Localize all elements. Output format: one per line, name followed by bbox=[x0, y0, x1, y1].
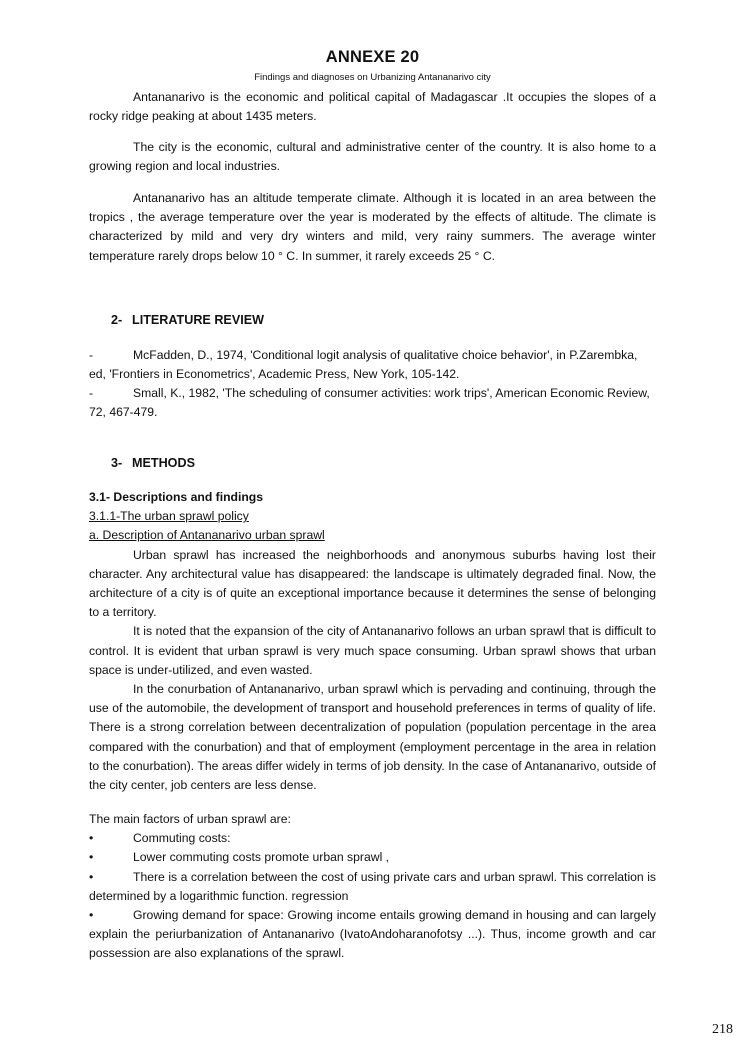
list-item bbox=[89, 848, 656, 867]
intro-paragraph-1: Antananarivo is the economic and political capital of Madagascar .It occupies the slopes of a rocky ridge peaking at about 1435 meters. bbox=[89, 90, 656, 124]
methods-section bbox=[89, 488, 656, 795]
reference-text: McFadden, D., 1974, 'Conditional logit analysis of qualitative choice behavior', in P.Zarembka, ed, 'Frontiers in Econometrics', Academic Press, New York, 105-142. bbox=[89, 348, 638, 382]
annex-subtitle: Findings and diagnoses on Urbanizing Antananarivo city bbox=[254, 72, 491, 83]
methods-heading bbox=[111, 456, 195, 470]
intro-paragraph-3: Antananarivo has an altitude temperate climate. Although it is located in an area between the tropics , the average temperature over the year is moderated by the effects of altitude. The climate is characterized by mild and very dry winters and mild, very rainy summers. The average winter temperature rarely drops below 10 ° C. In summer, it rarely exceeds 25 ° C. bbox=[89, 191, 656, 263]
list-item-text: Lower commuting costs promote urban sprawl , bbox=[133, 850, 390, 865]
intro-section bbox=[89, 88, 656, 126]
annex-title: ANNEXE 20 bbox=[325, 48, 420, 66]
reference-dash: - bbox=[89, 348, 94, 362]
intro-paragraph-2: The city is the economic, cultural and administrative center of the country. It is also home to a growing region and local industries. bbox=[89, 140, 656, 174]
bullet: • bbox=[89, 850, 94, 865]
methods-paragraph-3: In the conurbation of Antananarivo, urban sprawl which is pervading and continuing, through the use of the automobile, the development of transport and household preferences in terms of quality of life. There is a strong correlation between decentralization of population (population percentage in the area compared with the conurbation) and that of employment (employment percentage in the area in relation to the conurbation). The areas differ widely in terms of job density. In the case of Antananarivo, outside of the city center, job centers are less dense. bbox=[89, 682, 656, 793]
factors-intro: The main factors of urban sprawl are: bbox=[89, 812, 291, 826]
subsection-heading: 3.1- Descriptions and findings bbox=[89, 490, 264, 504]
reference-item bbox=[89, 346, 656, 384]
reference-item bbox=[89, 384, 656, 422]
methods-heading-number: 3- bbox=[111, 456, 123, 470]
methods-paragraph-2: It is noted that the expansion of the city of Antananarivo follows an urban sprawl that is difficult to control. It is evident that urban sprawl is very much space consuming. Urban sprawl shows that urban space is under-utilized, and even wasted. bbox=[89, 624, 656, 677]
description-heading: a. Description of Antananarivo urban sprawl bbox=[89, 528, 325, 543]
reference-text: Small, K., 1982, 'The scheduling of consumer activities: work trips', American Economic Review, 72, 467-479. bbox=[89, 386, 650, 420]
subsubsection-heading: 3.1.1-The urban sprawl policy bbox=[89, 509, 249, 524]
intro-section-2 bbox=[89, 138, 656, 176]
list-item-text: Commuting costs: bbox=[133, 831, 231, 846]
methods-heading-text: METHODS bbox=[132, 456, 195, 470]
list-item bbox=[89, 868, 656, 906]
list-item-text: Growing demand for space: Growing income entails growing demand in housing and can largely explain the periurbanization of Antananarivo (IvatoAndoharanofotsy ...). Thus, income growth and car possession are also explanations of the sprawl. bbox=[89, 908, 656, 961]
reference-dash: - bbox=[89, 386, 94, 400]
literature-heading bbox=[111, 313, 264, 327]
literature-heading-number: 2- bbox=[111, 313, 123, 327]
page-number: 218 bbox=[712, 1022, 733, 1037]
factors-section bbox=[89, 810, 656, 964]
factors-list bbox=[89, 829, 656, 963]
list-item bbox=[89, 906, 656, 964]
methods-paragraph-1: Urban sprawl has increased the neighborhoods and anonymous suburbs having lost their character. Any architectural value has disappeared: the landscape is ultimately degraded final. Now, the architecture of a city is of quite an exceptional importance because it determines the sense of belonging to a territory. bbox=[89, 547, 656, 620]
literature-heading-text: LITERATURE REVIEW bbox=[132, 313, 265, 327]
intro-section-3 bbox=[89, 189, 656, 266]
list-item-text: There is a correlation between the cost of using private cars and urban sprawl. This correlation is determined by a logarithmic function. regression bbox=[89, 869, 656, 903]
list-item bbox=[89, 829, 656, 848]
bullet: • bbox=[89, 869, 94, 884]
bullet: • bbox=[89, 908, 94, 923]
bullet: • bbox=[89, 831, 94, 846]
